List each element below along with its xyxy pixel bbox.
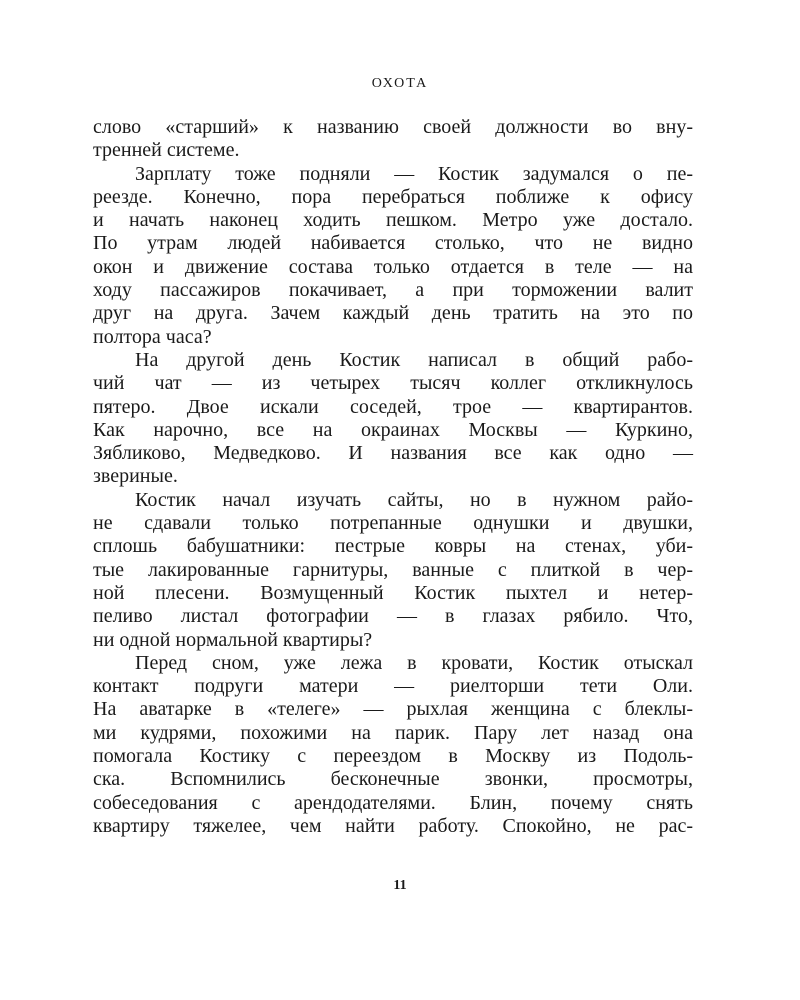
text-line: На аватарке в «телеге» — рыхлая женщина с блеклы- xyxy=(93,698,693,721)
text-line: тренней системе. xyxy=(93,139,240,162)
text-line: реезде. Конечно, пора перебраться поближе к офису xyxy=(93,185,693,208)
text-line: На другой день Костик написал в общий рабо- xyxy=(135,348,693,371)
text-line: пятеро. Двое искали соседей, трое — квартирантов. xyxy=(93,395,693,418)
text-line: друг на друга. Зачем каждый день тратить на это по xyxy=(93,302,693,325)
text-line: Зарплату тоже подняли — Костик задумался о пе- xyxy=(135,162,693,185)
text-line: ми кудрями, похожими на парик. Пару лет назад она xyxy=(93,721,693,744)
text-line: Костик начал изучать сайты, но в нужном райо- xyxy=(135,488,693,511)
text-line: сплошь бабушатники: пестрые ковры на стенах, уби- xyxy=(93,535,693,558)
text-line: слово «старший» к названию своей должности во вну- xyxy=(93,116,693,138)
text-line: пеливо листал фотографии — в глазах рябило. Что, xyxy=(93,605,693,628)
text-line: помогала Костику с переездом в Москву из Подоль- xyxy=(93,745,693,768)
text-line: Как нарочно, все на окраинах Москвы — Куркино, xyxy=(93,418,693,441)
text-line: По утрам людей набивается столько, что не видно xyxy=(93,232,693,255)
text-line: контакт подруги матери — риелторши тети Оли. xyxy=(93,675,693,698)
text-line: ной плесени. Возмущенный Костик пыхтел и нетер- xyxy=(93,581,693,604)
text-line: ходу пассажиров покачивает, а при торможении валит xyxy=(93,279,693,302)
text-line: звериные. xyxy=(93,465,178,488)
text-line: чий чат — из четырех тысяч коллег откликнулось xyxy=(93,372,693,395)
text-line: квартиру тяжелее, чем найти работу. Спокойно, не рас- xyxy=(93,814,693,837)
text-line: полтора часа? xyxy=(93,325,212,348)
text-line: окон и движение состава только отдается в теле — на xyxy=(93,255,693,278)
text-line: ска. Вспомнились бесконечные звонки, просмотры, xyxy=(93,768,693,791)
text-line: Перед сном, уже лежа в кровати, Костик отыскал xyxy=(135,651,693,674)
body-text xyxy=(93,116,693,838)
text-line: тые лакированные гарнитуры, ванные с плиткой в чер- xyxy=(93,558,693,581)
text-line: ни одной нормальной квартиры? xyxy=(93,628,373,651)
page-number: 11 xyxy=(393,878,407,893)
text-line: и начать наконец ходить пешком. Метро уже достало. xyxy=(93,209,693,232)
text-line: Зябликово, Медведково. И названия все как одно — xyxy=(93,442,693,465)
text-line: собеседования с арендодателями. Блин, почему снять xyxy=(93,791,693,814)
running-head: ОХОТА xyxy=(371,76,429,91)
text-line: не сдавали только потрепанные однушки и двушки, xyxy=(93,512,693,535)
